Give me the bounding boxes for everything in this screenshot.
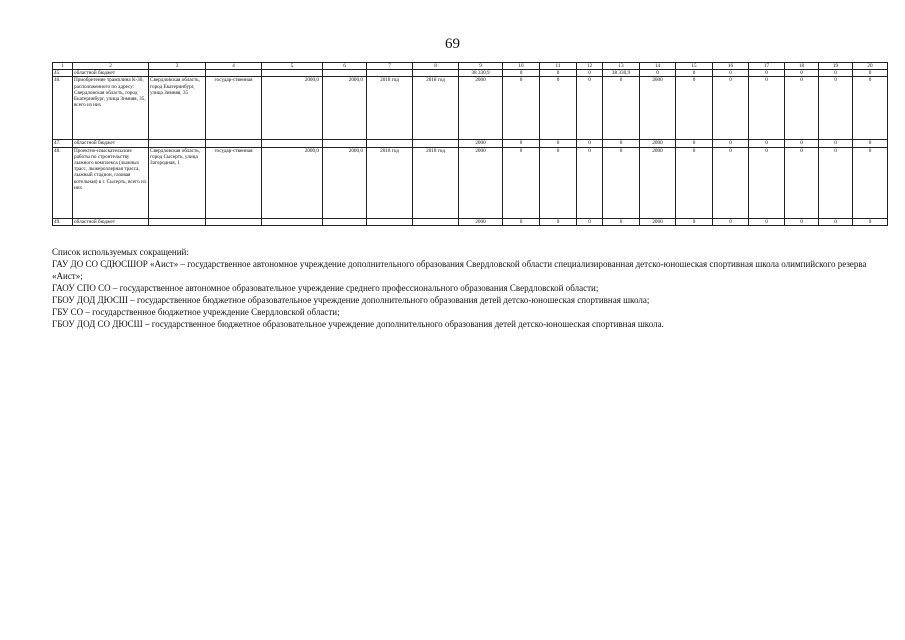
table-cell [367, 70, 413, 77]
table-cell: 0 [676, 218, 713, 225]
table-cell: 0 [540, 70, 577, 77]
table-cell: 0 [640, 70, 676, 77]
table-cell: областной бюджет [73, 218, 149, 225]
table-cell: 0 [785, 77, 819, 140]
column-number: 19 [819, 63, 853, 70]
table-cell: 0 [577, 70, 603, 77]
table-cell [149, 218, 206, 225]
table-cell: 0 [785, 218, 819, 225]
table-cell: 0 [785, 70, 819, 77]
table-cell: 2000,0 [323, 77, 367, 140]
table-cell: 0 [577, 140, 603, 147]
page-number: 69 [445, 36, 460, 52]
table-cell: 0 [503, 218, 540, 225]
table-cell: 0 [603, 140, 640, 147]
table-cell: Проектно-изыскательские работы по строительству лыжного комплекса (лыжных трасс, лыжероллерная трасса, лыжный стадион, газовая котельная) в г. Сысерть, всего из них [73, 147, 149, 218]
table-cell: 0 [819, 140, 853, 147]
column-number: 18 [785, 63, 819, 70]
table-cell: 0 [819, 147, 853, 218]
table-cell: 0 [749, 77, 785, 140]
column-number: 20 [853, 63, 888, 70]
table-cell [206, 140, 262, 147]
table-cell: 0 [503, 140, 540, 147]
table-row [53, 147, 888, 218]
table-cell: 0 [713, 70, 749, 77]
table-cell: 0 [577, 218, 603, 225]
column-number: 4 [206, 63, 262, 70]
table-cell [413, 70, 459, 77]
table-cell: 0 [603, 218, 640, 225]
table-cell [262, 218, 323, 225]
column-number: 13 [603, 63, 640, 70]
column-number: 1 [53, 63, 73, 70]
table-cell [206, 70, 262, 77]
table-cell: 0 [785, 147, 819, 218]
table-cell: Свердловская область, город Екатеринбург, улица Зимняя, 35 [149, 77, 206, 140]
table-cell: 0 [853, 140, 888, 147]
table-cell: 2018 год [367, 77, 413, 140]
table-cell: 45. [53, 70, 73, 77]
table-cell: 0 [676, 77, 713, 140]
table-cell: областной бюджет [73, 70, 149, 77]
table-cell [323, 70, 367, 77]
abbreviations-section [52, 246, 872, 330]
table-cell [413, 140, 459, 147]
table-cell: 0 [713, 77, 749, 140]
table-cell: 46. [53, 77, 73, 140]
abbreviation-item: ГБОУ ДОД ДЮСШ – государственное бюджетное образовательное учреждение дополнительного образования детей детско-юношеская спортивная школа; [52, 295, 650, 305]
table-cell: 0 [540, 147, 577, 218]
table-cell: 0 [853, 147, 888, 218]
column-number: 6 [323, 63, 367, 70]
table-cell [149, 70, 206, 77]
abbreviation-item: ГБОУ ДОД СО ДЮСШ – государственное бюджетное образовательное учреждение дополнительного образования детей детско-юношеская спортивная школа. [52, 319, 664, 329]
table-cell: 49. [53, 218, 73, 225]
table-cell [367, 140, 413, 147]
table-cell [262, 70, 323, 77]
table-cell: 0 [503, 147, 540, 218]
table-cell: 0 [713, 218, 749, 225]
table-cell [206, 218, 262, 225]
column-number: 15 [676, 63, 713, 70]
table-cell: 0 [749, 140, 785, 147]
column-number: 8 [413, 63, 459, 70]
column-number: 3 [149, 63, 206, 70]
table-header-row [53, 63, 888, 70]
table-cell: 0 [819, 218, 853, 225]
column-number: 17 [749, 63, 785, 70]
table-cell: 2000 [459, 218, 503, 225]
column-number: 11 [540, 63, 577, 70]
abbreviation-item: ГАУ ДО СО СДЮСШОР «Аист» – государственное автономное учреждение дополнительного образования Свердловской области специализированная детско-юношеская спортивная школа олимпийского резерва «Аист»; [52, 259, 867, 281]
table-cell: 0 [713, 140, 749, 147]
abbreviation-item: ГБУ СО – государственное бюджетное учреждение Свердловской области; [52, 307, 340, 317]
table-cell: 2000,0 [323, 147, 367, 218]
table-cell: 38 330,9 [459, 70, 503, 77]
column-number: 10 [503, 63, 540, 70]
table-cell: 0 [603, 77, 640, 140]
table-cell: 0 [577, 77, 603, 140]
table-cell: 0 [676, 140, 713, 147]
table-row [53, 140, 888, 147]
column-number: 12 [577, 63, 603, 70]
table-cell: 48. [53, 147, 73, 218]
table-cell: 0 [503, 70, 540, 77]
table-cell [262, 140, 323, 147]
table-cell: 0 [819, 70, 853, 77]
table-cell: 0 [749, 147, 785, 218]
table-cell [323, 218, 367, 225]
table-cell: 0 [749, 218, 785, 225]
table-cell: 47. [53, 140, 73, 147]
table-cell: 0 [603, 147, 640, 218]
table-cell: 0 [853, 77, 888, 140]
table-row [53, 70, 888, 77]
table-cell: 2000 [459, 77, 503, 140]
table-cell: 0 [676, 147, 713, 218]
table-cell: государ-ственная [206, 77, 262, 140]
table-cell: 2000 [459, 147, 503, 218]
table-cell: 0 [577, 147, 603, 218]
table-cell: 38 330,9 [603, 70, 640, 77]
table-cell: 2018 год [367, 147, 413, 218]
table-cell: 2000 [640, 218, 676, 225]
abbreviation-item: ГАОУ СПО СО – государственное автономное образовательное учреждение среднего профессионального образования Свердловской области; [52, 283, 599, 293]
table-cell: 2000,0 [262, 77, 323, 140]
table-cell: 0 [853, 70, 888, 77]
table-cell: 0 [749, 70, 785, 77]
table-cell: 0 [540, 77, 577, 140]
table-cell: областной бюджет [73, 140, 149, 147]
column-number: 16 [713, 63, 749, 70]
table-cell: 0 [540, 140, 577, 147]
table-cell: 2000 [640, 140, 676, 147]
abbreviations-title: Список используемых сокращений: [52, 247, 189, 257]
table-cell: 0 [503, 77, 540, 140]
table-cell: 2000 [640, 147, 676, 218]
table-cell: 2000,0 [262, 147, 323, 218]
table-cell [149, 140, 206, 147]
table-cell: 0 [819, 77, 853, 140]
table-cell: 2018 год [413, 147, 459, 218]
table-cell: 0 [540, 218, 577, 225]
budget-table [52, 62, 888, 226]
column-number: 2 [73, 63, 149, 70]
table-cell: 0 [713, 147, 749, 218]
table-cell: 2000 [640, 77, 676, 140]
table-cell [413, 218, 459, 225]
table-cell [367, 218, 413, 225]
table-cell: 2018 год [413, 77, 459, 140]
column-number: 5 [262, 63, 323, 70]
table-cell [323, 140, 367, 147]
table-row [53, 77, 888, 140]
table-cell: Свердловская область, город Сысерть, улица Загородная, 1 [149, 147, 206, 218]
column-number: 9 [459, 63, 503, 70]
table-cell: 0 [853, 218, 888, 225]
table-cell: государ-ственная [206, 147, 262, 218]
column-number: 7 [367, 63, 413, 70]
table-cell: 2000 [459, 140, 503, 147]
table-cell: Приобретение трамплина К-30, расположенного по адресу: Свердловская область, город Екатеринбург, улица Зимняя, 35, всего из них [73, 77, 149, 140]
table-cell: 0 [785, 140, 819, 147]
table-row [53, 218, 888, 225]
table-cell: 0 [676, 70, 713, 77]
column-number: 14 [640, 63, 676, 70]
